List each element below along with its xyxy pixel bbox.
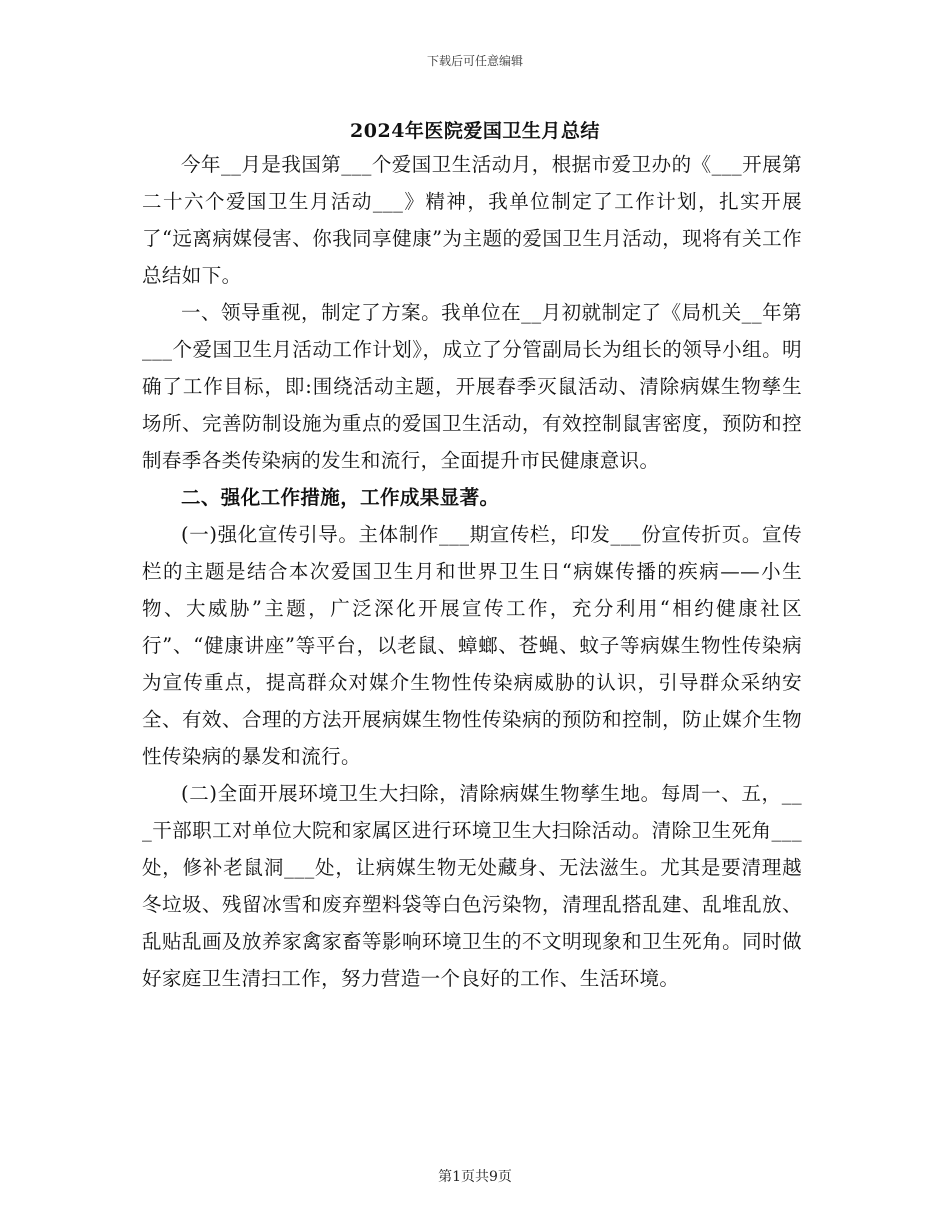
section-heading-measures: 二、强化工作措施，工作成果显著。 xyxy=(181,486,500,509)
paragraph-leadership: 一、领导重视，制定了方案。我单位在__月初就制定了《局机关__年第___个爱国卫生月活动工作计划》，成立了分管副局长为组长的领导小组。明确了工作目标，即:围绕活动主题，开展春季灭鼠活动、清除病媒生物孳生场所、完善防制设施为重点的爱国卫生活动，有效控制鼠害密度，预防和控制春季各类传染病的发生和流行，全面提升市民健康意识。 xyxy=(142,301,802,472)
document-title: 2024年医院爱国卫生月总结 xyxy=(350,120,600,142)
document-body xyxy=(142,146,802,997)
paragraph-intro: 今年__月是我国第___个爱国卫生活动月，根据市爱卫办的《___开展第二十六个爱国卫生月活动___》精神，我单位制定了工作计划，扎实开展了“远离病媒侵害、你我同享健康”为主题的爱国卫生月活动，现将有关工作总结如下。 xyxy=(142,153,802,287)
paragraph-publicity: (一)强化宣传引导。主体制作___期宣传栏，印发___份宣传折页。宣传栏的主题是结合本次爱国卫生月和世界卫生日“病媒传播的疾病——小生物、大威胁”主题，广泛深化开展宣传工作，充分利用“相约健康社区行”、“健康讲座”等平台，以老鼠、蟑螂、苍蝇、蚊子等病媒生物性传染病为宣传重点，提高群众对媒介生物性传染病威胁的认识，引导群众采纳安全、有效、合理的方法开展病媒生物性传染病的预防和控制，防止媒介生物性传染病的暴发和流行。 xyxy=(142,523,802,768)
page-number: 第1页共9页 xyxy=(438,1169,512,1185)
paragraph-cleanup: (二)全面开展环境卫生大扫除，清除病媒生物孳生地。每周一、五，___干部职工对单位大院和家属区进行环境卫生大扫除活动。清除卫生死角___处，修补老鼠洞___处，让病媒生物无处藏身、无法滋生。尤其是要清理越冬垃圾、残留冰雪和废弃塑料袋等白色污染物，清理乱搭乱建、乱堆乱放、乱贴乱画及放养家禽家畜等影响环境卫生的不文明现象和卫生死角。同时做好家庭卫生清扫工作，努力营造一个良好的工作、生活环境。 xyxy=(142,782,802,990)
header-note: 下载后可任意编辑 xyxy=(426,54,523,68)
